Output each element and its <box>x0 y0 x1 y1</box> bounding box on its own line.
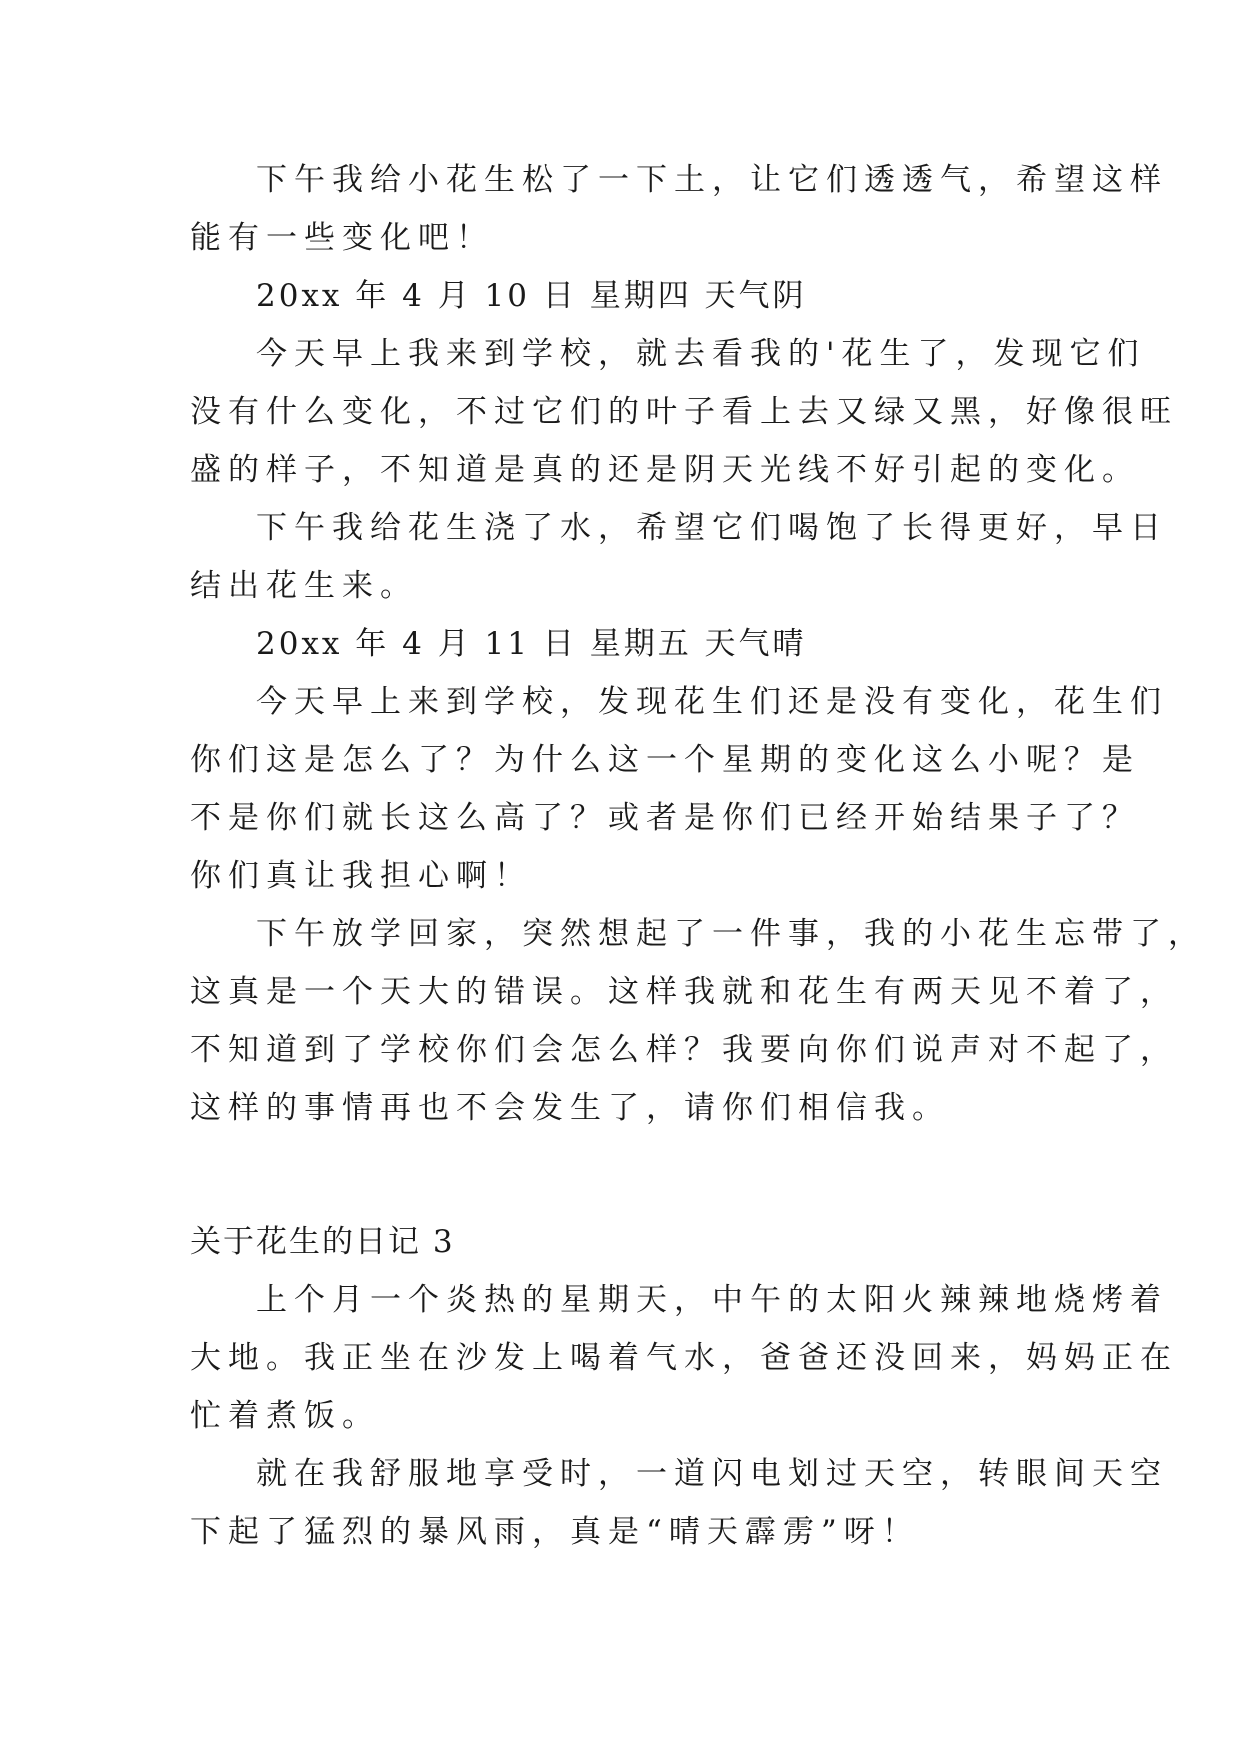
paragraph-line: 你们这是怎么了？为什么这一个星期的变化这么小呢？是 <box>190 742 1140 778</box>
paragraph-line: 这真是一个天大的错误。这样我就和花生有两天见不着了， <box>190 974 1178 1010</box>
paragraph-line: 能有一些变化吧！ <box>190 220 494 256</box>
paragraph-line: 忙着煮饭。 <box>190 1398 380 1434</box>
diary-date-line: 20xx 年 4 月 10 日 星期四 天气阴 <box>256 278 807 314</box>
paragraph-line: 今天早上我来到学校，就去看我的'花生了，发现它们 <box>256 336 1146 372</box>
paragraph-line: 下午放学回家，突然想起了一件事，我的小花生忘带了， <box>256 916 1206 952</box>
paragraph-line: 就在我舒服地享受时，一道闪电划过天空，转眼间天空 <box>256 1456 1168 1492</box>
paragraph-line: 下午我给小花生松了一下土，让它们透透气，希望这样 <box>256 162 1168 198</box>
section-heading: 关于花生的日记 3 <box>190 1224 455 1260</box>
paragraph-line: 下午我给花生浇了水，希望它们喝饱了长得更好，早日 <box>256 510 1168 546</box>
paragraph-line: 不是你们就长这么高了？或者是你们已经开始结果子了？ <box>190 800 1140 836</box>
paragraph-line: 上个月一个炎热的星期天，中午的太阳火辣辣地烧烤着 <box>256 1282 1168 1318</box>
paragraph-line: 大地。我正坐在沙发上喝着气水，爸爸还没回来，妈妈正在 <box>190 1340 1178 1376</box>
diary-date-line: 20xx 年 4 月 11 日 星期五 天气晴 <box>256 626 807 662</box>
paragraph-line: 不知道到了学校你们会怎么样？我要向你们说声对不起了， <box>190 1032 1178 1068</box>
paragraph-line: 你们真让我担心啊！ <box>190 858 532 894</box>
paragraph-line: 盛的样子，不知道是真的还是阴天光线不好引起的变化。 <box>190 452 1140 488</box>
paragraph-line: 今天早上来到学校，发现花生们还是没有变化，花生们 <box>256 684 1168 720</box>
paragraph-line: 没有什么变化，不过它们的叶子看上去又绿又黑，好像很旺 <box>190 394 1178 430</box>
paragraph-line: 这样的事情再也不会发生了，请你们相信我。 <box>190 1090 950 1126</box>
paragraph-line: 结出花生来。 <box>190 568 418 604</box>
paragraph-line: 下起了猛烈的暴风雨，真是“晴天霹雳”呀！ <box>190 1514 920 1550</box>
